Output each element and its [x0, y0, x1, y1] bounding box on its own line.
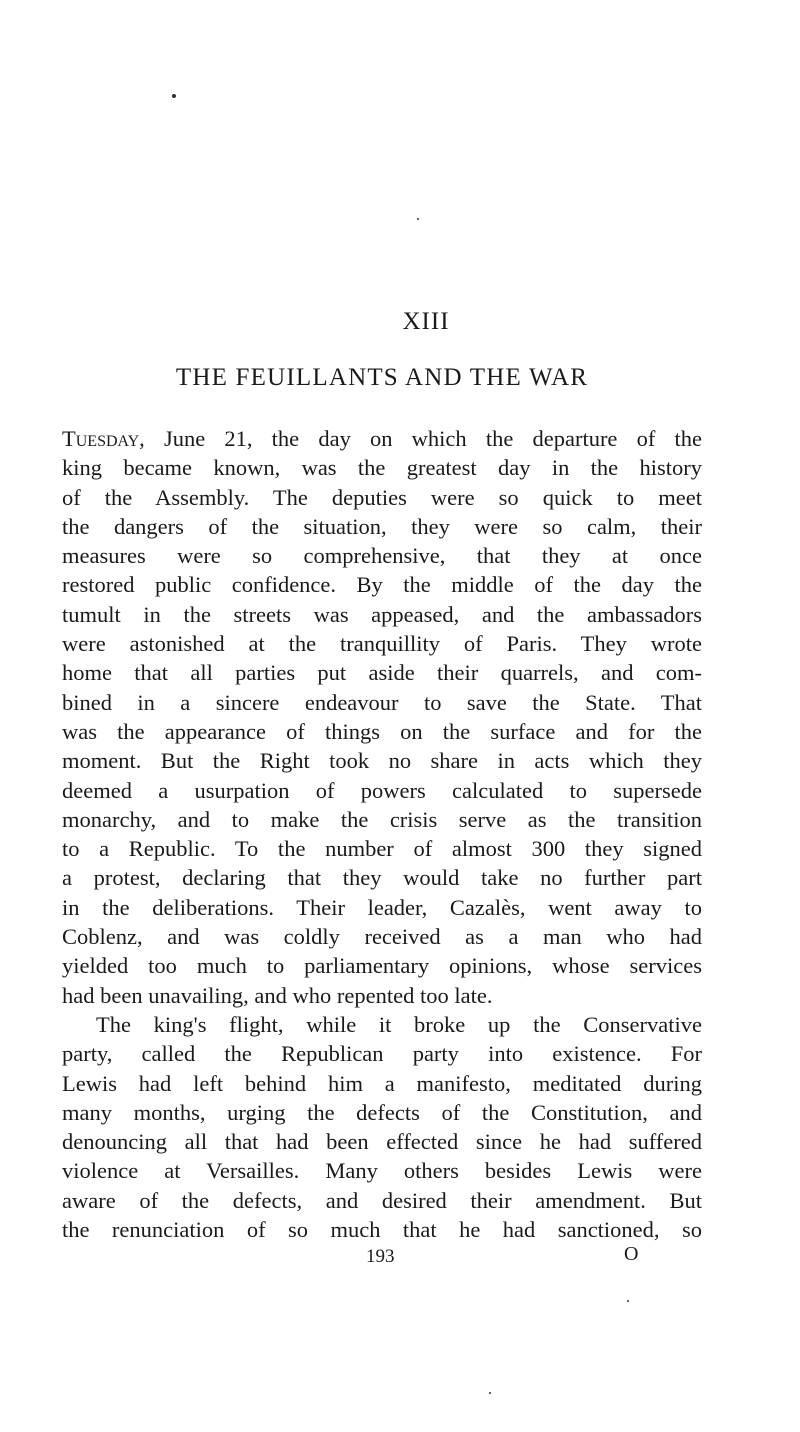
print-speck [172, 94, 176, 98]
text-line: Coblenz, and was coldly received as a man who had [62, 924, 702, 950]
opening-line-rest: , June 21, the day on which the departure of the [139, 426, 702, 451]
text-line: was the appearance of things on the surface and for the [62, 718, 702, 744]
text-line: Lewis had left behind him a manifesto, meditated during [62, 1070, 702, 1096]
text-line: of the Assembly. The deputies were so quick to meet [62, 484, 702, 510]
text-line [62, 424, 702, 453]
text-line: tumult in the streets was appeased, and the ambassadors [62, 601, 702, 627]
body-text [62, 424, 702, 1244]
print-speck [489, 1392, 491, 1394]
text-line: aware of the defects, and desired their amendment. But [62, 1187, 702, 1213]
text-line: had been unavailing, and who repented too late. [62, 982, 493, 1008]
text-line: many months, urging the defects of the Constitution, and [62, 1099, 702, 1125]
text-line: monarchy, and to make the crisis serve as the transition [62, 806, 702, 832]
page-number: 193 [366, 1246, 395, 1267]
text-line: home that all parties put aside their quarrels, and com- [62, 660, 702, 686]
opening-word: Tuesday [62, 426, 140, 451]
text-line: yielded too much to parliamentary opinions, whose services [62, 953, 702, 979]
signature-mark: O [624, 1243, 639, 1265]
text-line: The king's flight, while it broke up the Conservative [96, 1011, 702, 1037]
text-line: in the deliberations. Their leader, Cazalès, went away to [62, 894, 702, 920]
chapter-number: XIII [402, 308, 450, 335]
text-line: moment. But the Right took no share in acts which they [62, 748, 702, 774]
chapter-title: THE FEUILLANTS AND THE WAR [175, 364, 589, 391]
text-line: deemed a usurpation of powers calculated to supersede [62, 777, 702, 803]
text-line: violence at Versailles. Many others besides Lewis were [62, 1158, 702, 1184]
text-line: measures were so comprehensive, that they at once [62, 543, 702, 569]
print-speck [417, 218, 419, 220]
text-line: the renunciation of so much that he had sanctioned, so [62, 1217, 702, 1243]
text-line: denouncing all that had been effected since he had suffered [62, 1129, 702, 1155]
text-line: king became known, was the greatest day in the history [62, 455, 702, 481]
text-line: were astonished at the tranquillity of Paris. They wrote [62, 631, 702, 657]
text-line: party, called the Republican party into existence. For [62, 1041, 702, 1067]
text-line: restored public confidence. By the middle of the day the [62, 572, 702, 598]
text-line: the dangers of the situation, they were so calm, their [62, 513, 702, 539]
text-line: a protest, declaring that they would take no further part [62, 865, 702, 891]
print-speck [627, 1300, 629, 1302]
text-line: bined in a sincere endeavour to save the State. That [62, 689, 702, 715]
text-line: to a Republic. To the number of almost 300 they signed [62, 836, 702, 862]
